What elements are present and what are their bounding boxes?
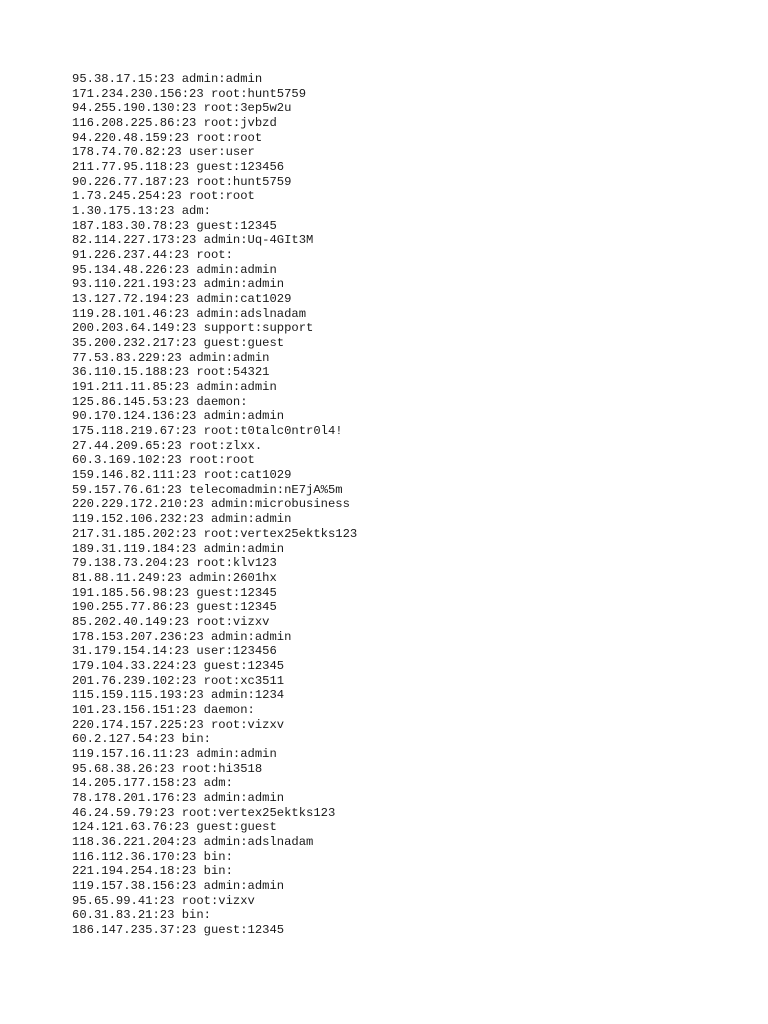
list-item: 82.114.227.173:23 admin:Uq-4GIt3M	[72, 233, 314, 248]
list-item: 200.203.64.149:23 support:support	[72, 321, 314, 336]
list-item: 179.104.33.224:23 guest:12345	[72, 658, 285, 673]
list-item: 175.118.219.67:23 root:t0talc0ntr0l4!	[72, 424, 343, 439]
list-item: 220.229.172.210:23 admin:microbusiness	[72, 497, 350, 512]
list-item: 119.152.106.232:23 admin:admin	[72, 512, 292, 527]
list-item: 31.179.154.14:23 user:123456	[72, 644, 277, 659]
list-item: 171.234.230.156:23 root:hunt5759	[72, 86, 307, 101]
list-item: 94.255.190.130:23 root:3ep5w2u	[72, 101, 292, 116]
list-item: 217.31.185.202:23 root:vertex25ektks123	[72, 526, 358, 541]
list-item: 186.147.235.37:23 guest:12345	[72, 922, 285, 937]
list-item: 1.30.175.13:23 adm:	[72, 204, 211, 219]
list-item: 95.65.99.41:23 root:vizxv	[72, 893, 255, 908]
list-item: 201.76.239.102:23 root:xc3511	[72, 673, 285, 688]
list-item: 125.86.145.53:23 daemon:	[72, 394, 248, 409]
list-item: 118.36.221.204:23 admin:adslnadam	[72, 834, 314, 849]
list-item: 59.157.76.61:23 telecomadmin:nE7jA%5m	[72, 482, 343, 497]
list-item: 78.178.201.176:23 admin:admin	[72, 790, 285, 805]
list-item: 119.157.16.11:23 admin:admin	[72, 746, 277, 761]
list-item: 220.174.157.225:23 root:vizxv	[72, 717, 285, 732]
list-item: 36.110.15.188:23 root:54321	[72, 365, 270, 380]
list-item: 35.200.232.217:23 guest:guest	[72, 336, 285, 351]
list-item: 119.157.38.156:23 admin:admin	[72, 878, 285, 893]
list-item: 81.88.11.249:23 admin:2601hx	[72, 570, 277, 585]
list-item: 1.73.245.254:23 root:root	[72, 189, 255, 204]
list-item: 178.74.70.82:23 user:user	[72, 145, 255, 160]
list-item: 27.44.209.65:23 root:zlxx.	[72, 438, 263, 453]
list-item: 124.121.63.76:23 guest:guest	[72, 820, 277, 835]
list-item: 116.112.36.170:23 bin:	[72, 849, 233, 864]
list-item: 95.38.17.15:23 admin:admin	[72, 72, 263, 86]
list-item: 93.110.221.193:23 admin:admin	[72, 277, 285, 292]
list-item: 60.2.127.54:23 bin:	[72, 732, 211, 747]
list-item: 178.153.207.236:23 admin:admin	[72, 629, 292, 644]
list-item: 79.138.73.204:23 root:klv123	[72, 556, 277, 571]
list-item: 115.159.115.193:23 admin:1234	[72, 688, 285, 703]
list-item: 119.28.101.46:23 admin:adslnadam	[72, 306, 307, 321]
list-item: 46.24.59.79:23 root:vertex25ektks123	[72, 805, 336, 820]
list-item: 60.3.169.102:23 root:root	[72, 453, 255, 468]
list-item: 13.127.72.194:23 admin:cat1029	[72, 292, 292, 307]
list-item: 90.170.124.136:23 admin:admin	[72, 409, 285, 424]
list-item: 189.31.119.184:23 admin:admin	[72, 541, 285, 556]
list-item: 94.220.48.159:23 root:root	[72, 130, 263, 145]
list-item: 60.31.83.21:23 bin:	[72, 908, 211, 923]
list-item: 95.134.48.226:23 admin:admin	[72, 262, 277, 277]
list-item: 95.68.38.26:23 root:hi3518	[72, 761, 263, 776]
list-item: 116.208.225.86:23 root:jvbzd	[72, 116, 277, 131]
list-item: 221.194.254.18:23 bin:	[72, 864, 233, 879]
list-item: 14.205.177.158:23 adm:	[72, 776, 233, 791]
credential-list	[72, 72, 357, 938]
list-item: 190.255.77.86:23 guest:12345	[72, 600, 277, 615]
list-item: 159.146.82.111:23 root:cat1029	[72, 468, 292, 483]
list-item: 187.183.30.78:23 guest:12345	[72, 218, 277, 233]
list-item: 85.202.40.149:23 root:vizxv	[72, 614, 270, 629]
list-item: 211.77.95.118:23 guest:123456	[72, 160, 285, 175]
list-item: 101.23.156.151:23 daemon:	[72, 702, 255, 717]
list-item: 191.211.11.85:23 admin:admin	[72, 380, 277, 395]
list-item: 191.185.56.98:23 guest:12345	[72, 585, 277, 600]
list-item: 77.53.83.229:23 admin:admin	[72, 350, 270, 365]
list-item: 90.226.77.187:23 root:hunt5759	[72, 174, 292, 189]
list-item: 91.226.237.44:23 root:	[72, 248, 233, 263]
